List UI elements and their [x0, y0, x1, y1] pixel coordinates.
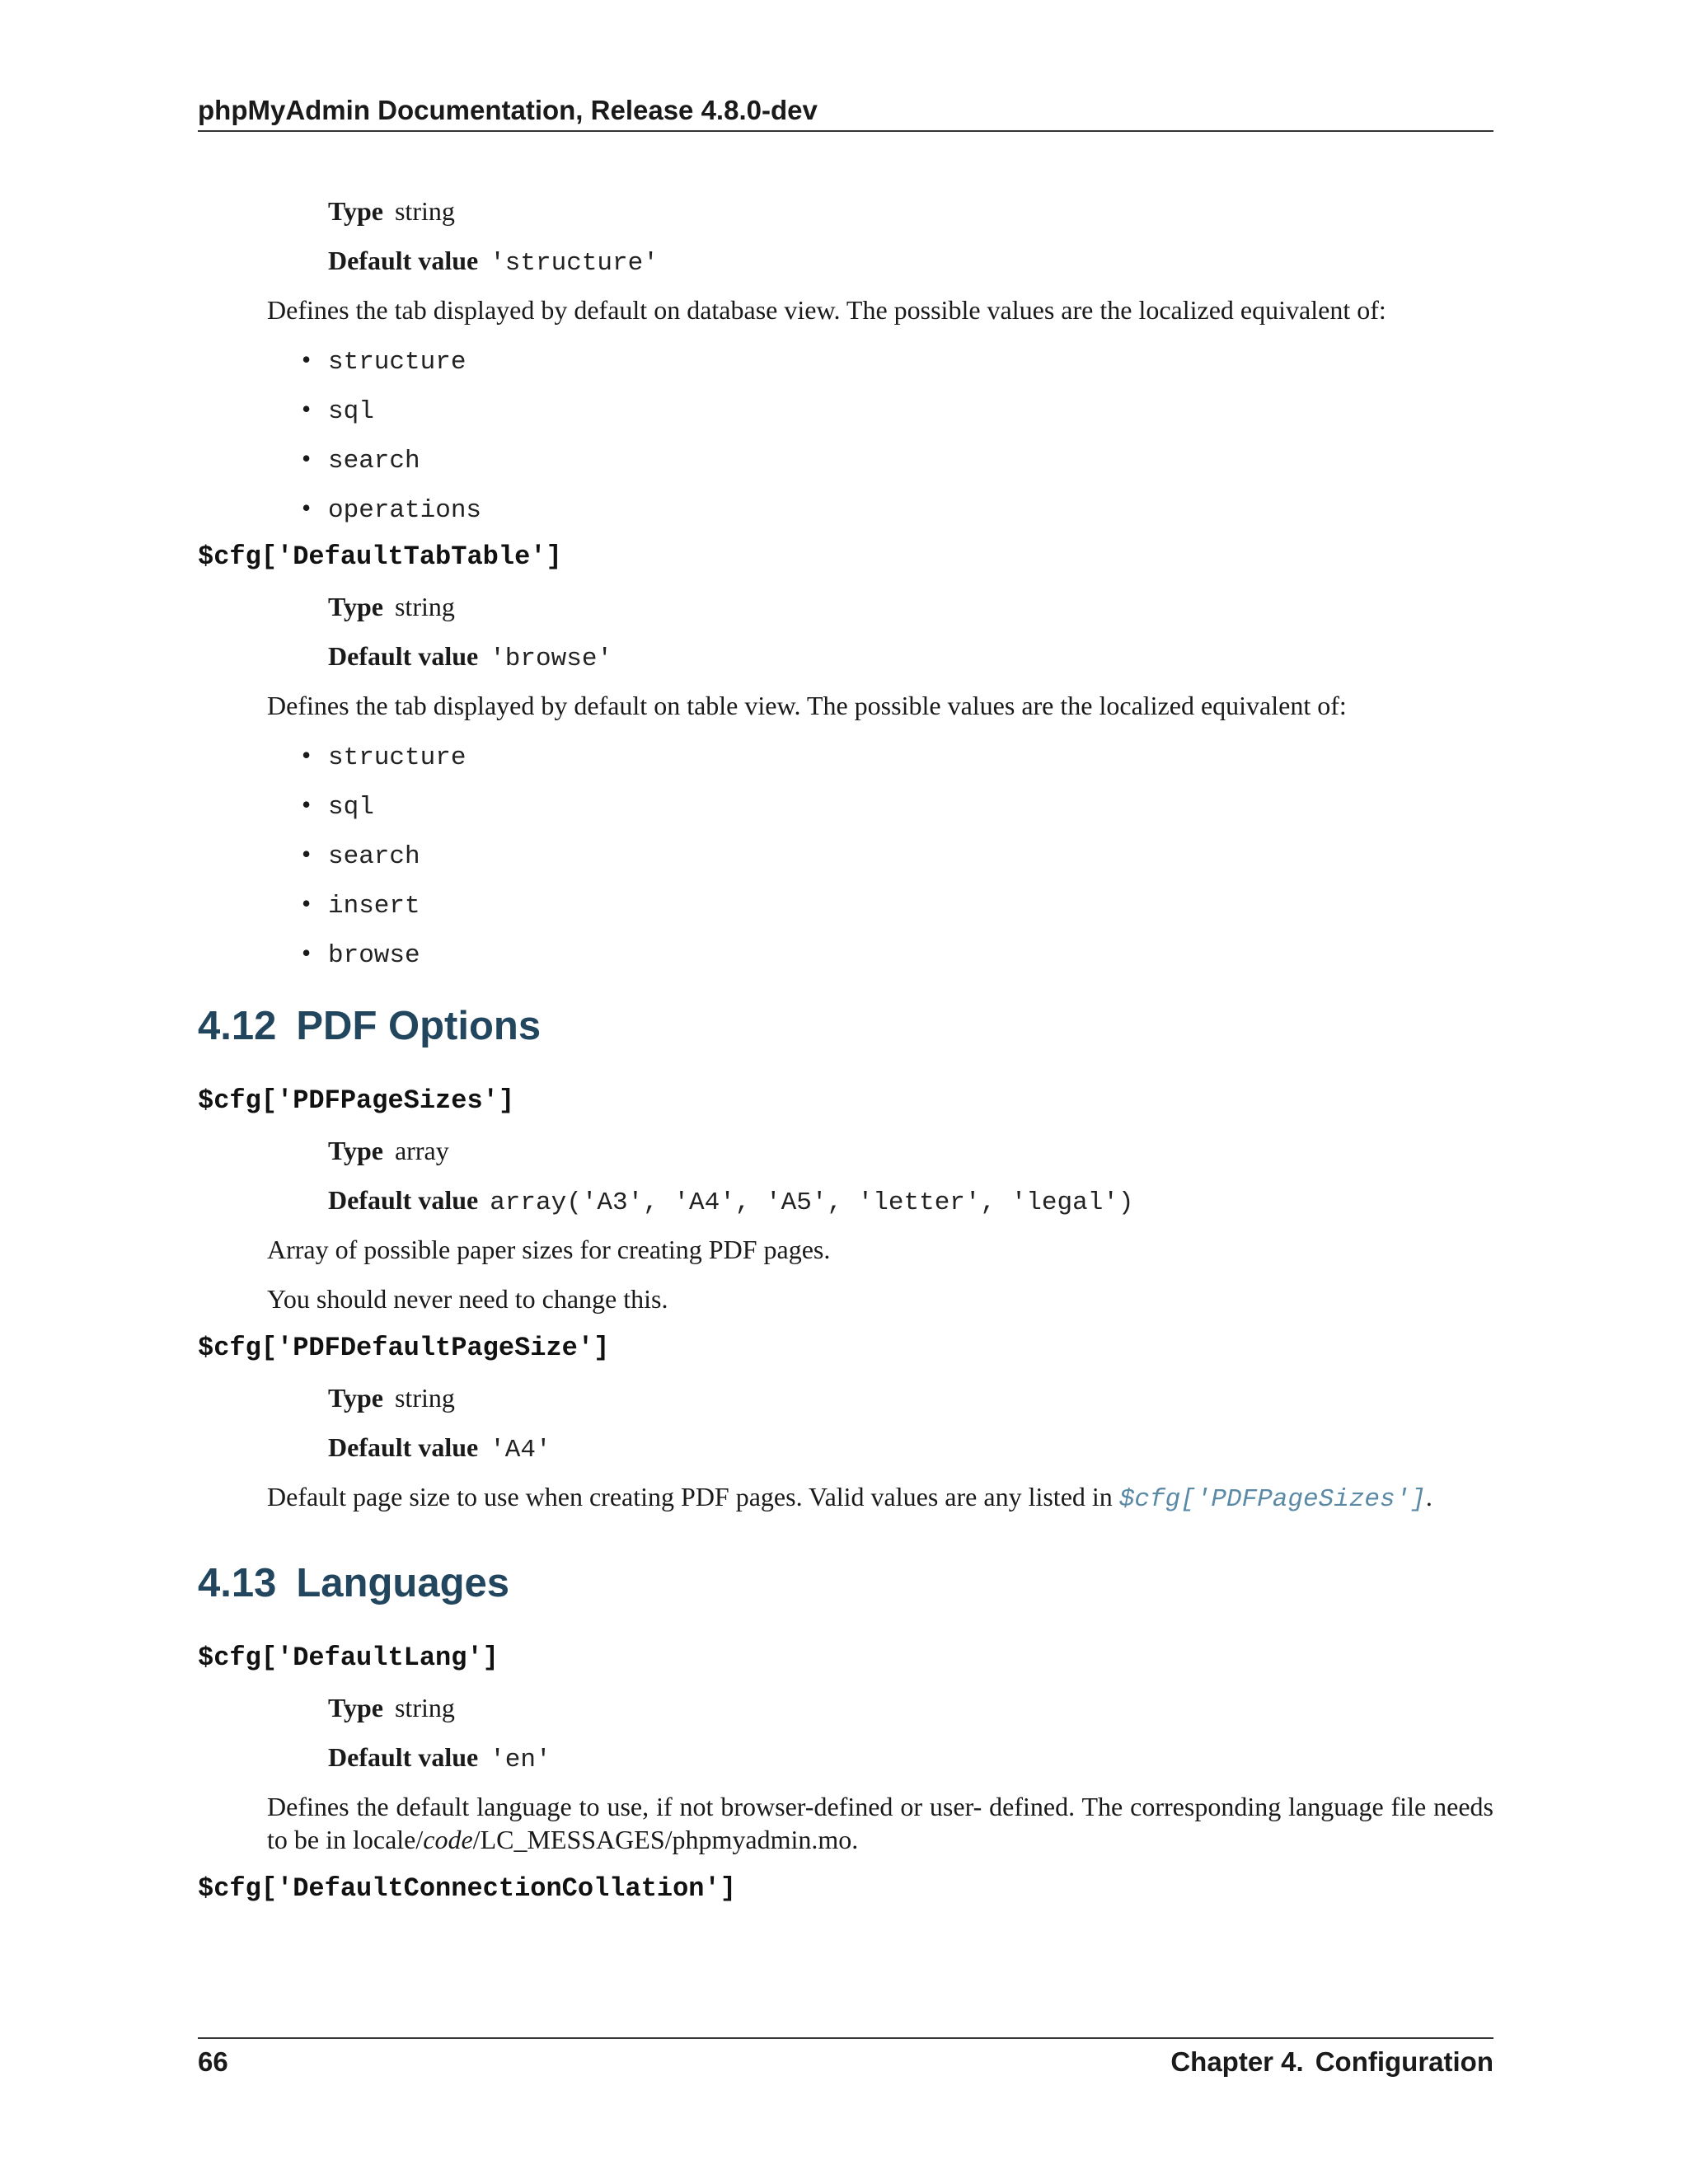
section-number: 4.13 [198, 1561, 277, 1605]
default-value-field [328, 1741, 1493, 1774]
default-value-field [328, 1183, 1493, 1216]
list-item: • sql [302, 790, 374, 822]
default-value-label: Default value [328, 246, 479, 275]
type-field [328, 1691, 1493, 1724]
description: Default page size to use when creating PDF pages. Valid values are any listed in $cfg['PDFPageSizes']. [267, 1482, 1432, 1514]
list-item: • sql [302, 394, 374, 426]
section-title: Languages [296, 1561, 510, 1605]
type-field [328, 194, 1493, 227]
pdf-page-sizes-link[interactable]: $cfg['PDFPageSizes'] [1118, 1485, 1426, 1514]
section-title: PDF Options [296, 1004, 542, 1048]
list-item: • browse [302, 938, 420, 970]
chapter-title: Configuration [1315, 2046, 1493, 2077]
default-value: 'structure' [490, 249, 659, 278]
default-value-label: Default value [328, 1185, 479, 1215]
bullet-icon: • [302, 344, 312, 374]
default-value-field [328, 244, 1493, 277]
chapter-label: Chapter 4. [1170, 2046, 1304, 2077]
type-value: string [394, 1693, 455, 1722]
section-heading-pdf-options [198, 1002, 1493, 1050]
description: Defines the tab displayed by default on table view. The possible values are the localized equivalent of: [267, 691, 1347, 720]
bullet-icon: • [302, 888, 312, 918]
bullet-icon: • [302, 839, 312, 869]
default-value: array('A3', 'A4', 'A5', 'letter', 'legal') [490, 1188, 1134, 1217]
bullet-icon: • [302, 394, 312, 424]
description: Defines the tab displayed by default on database view. The possible values are the localized equivalent of: [267, 295, 1386, 325]
type-label: Type [328, 1383, 383, 1413]
default-value-field [328, 640, 1493, 673]
list-item: • structure [302, 740, 467, 772]
type-field [328, 1381, 1493, 1414]
default-value-label: Default value [328, 1432, 479, 1462]
footer-divider [198, 2037, 1493, 2039]
type-field [328, 590, 1493, 623]
list-item: • operations [302, 493, 482, 525]
bullet-icon: • [302, 740, 312, 770]
type-value: string [394, 1383, 455, 1413]
bullet-icon: • [302, 938, 312, 968]
config-option-pdf-default-page-size: $cfg['PDFDefaultPageSize'] [198, 1333, 610, 1363]
type-field [328, 1134, 1493, 1167]
default-value-label: Default value [328, 1742, 479, 1772]
page-content [198, 194, 1493, 1922]
page-number: 66 [198, 2046, 228, 2077]
bullet-icon: • [302, 790, 312, 819]
description: Array of possible paper sizes for creating PDF pages. [267, 1235, 831, 1264]
config-option-default-connection-collation: $cfg['DefaultConnectionCollation'] [198, 1873, 736, 1904]
config-option-pdf-page-sizes: $cfg['PDFPageSizes'] [198, 1085, 515, 1116]
default-value: 'en' [490, 1746, 551, 1774]
value-list [302, 343, 1493, 524]
value-list [302, 738, 1493, 969]
list-item: • structure [302, 344, 467, 377]
section-heading-languages [198, 1559, 1493, 1607]
header-divider [198, 130, 1493, 132]
type-label: Type [328, 1693, 383, 1722]
type-label: Type [328, 196, 383, 226]
type-value: string [394, 592, 455, 621]
section-number: 4.12 [198, 1004, 277, 1048]
bullet-icon: • [302, 493, 312, 523]
config-option-default-tab-table: $cfg['DefaultTabTable'] [198, 541, 562, 572]
document-page [198, 0, 1493, 2184]
type-label: Type [328, 592, 383, 621]
running-header: phpMyAdmin Documentation, Release 4.8.0-dev [198, 95, 818, 125]
config-option-default-lang: $cfg['DefaultLang'] [198, 1643, 499, 1673]
bullet-icon: • [302, 443, 312, 473]
default-value-label: Default value [328, 641, 479, 671]
default-value: 'A4' [490, 1436, 551, 1465]
default-value: 'browse' [490, 644, 613, 673]
type-value: string [394, 196, 455, 226]
list-item: • search [302, 443, 420, 476]
note: You should never need to change this. [267, 1284, 668, 1314]
chapter-footer [1170, 2044, 1493, 2080]
description: Defines the default language to use, if not browser-defined or user- defined. The corresponding language file needs to be in locale/code/LC_MESSAGES/phpmyadmin.mo. [267, 1792, 1493, 1854]
default-value-field [328, 1431, 1493, 1464]
list-item: • search [302, 839, 420, 871]
type-label: Type [328, 1136, 383, 1165]
type-value: array [394, 1136, 449, 1165]
list-item: • insert [302, 888, 420, 921]
